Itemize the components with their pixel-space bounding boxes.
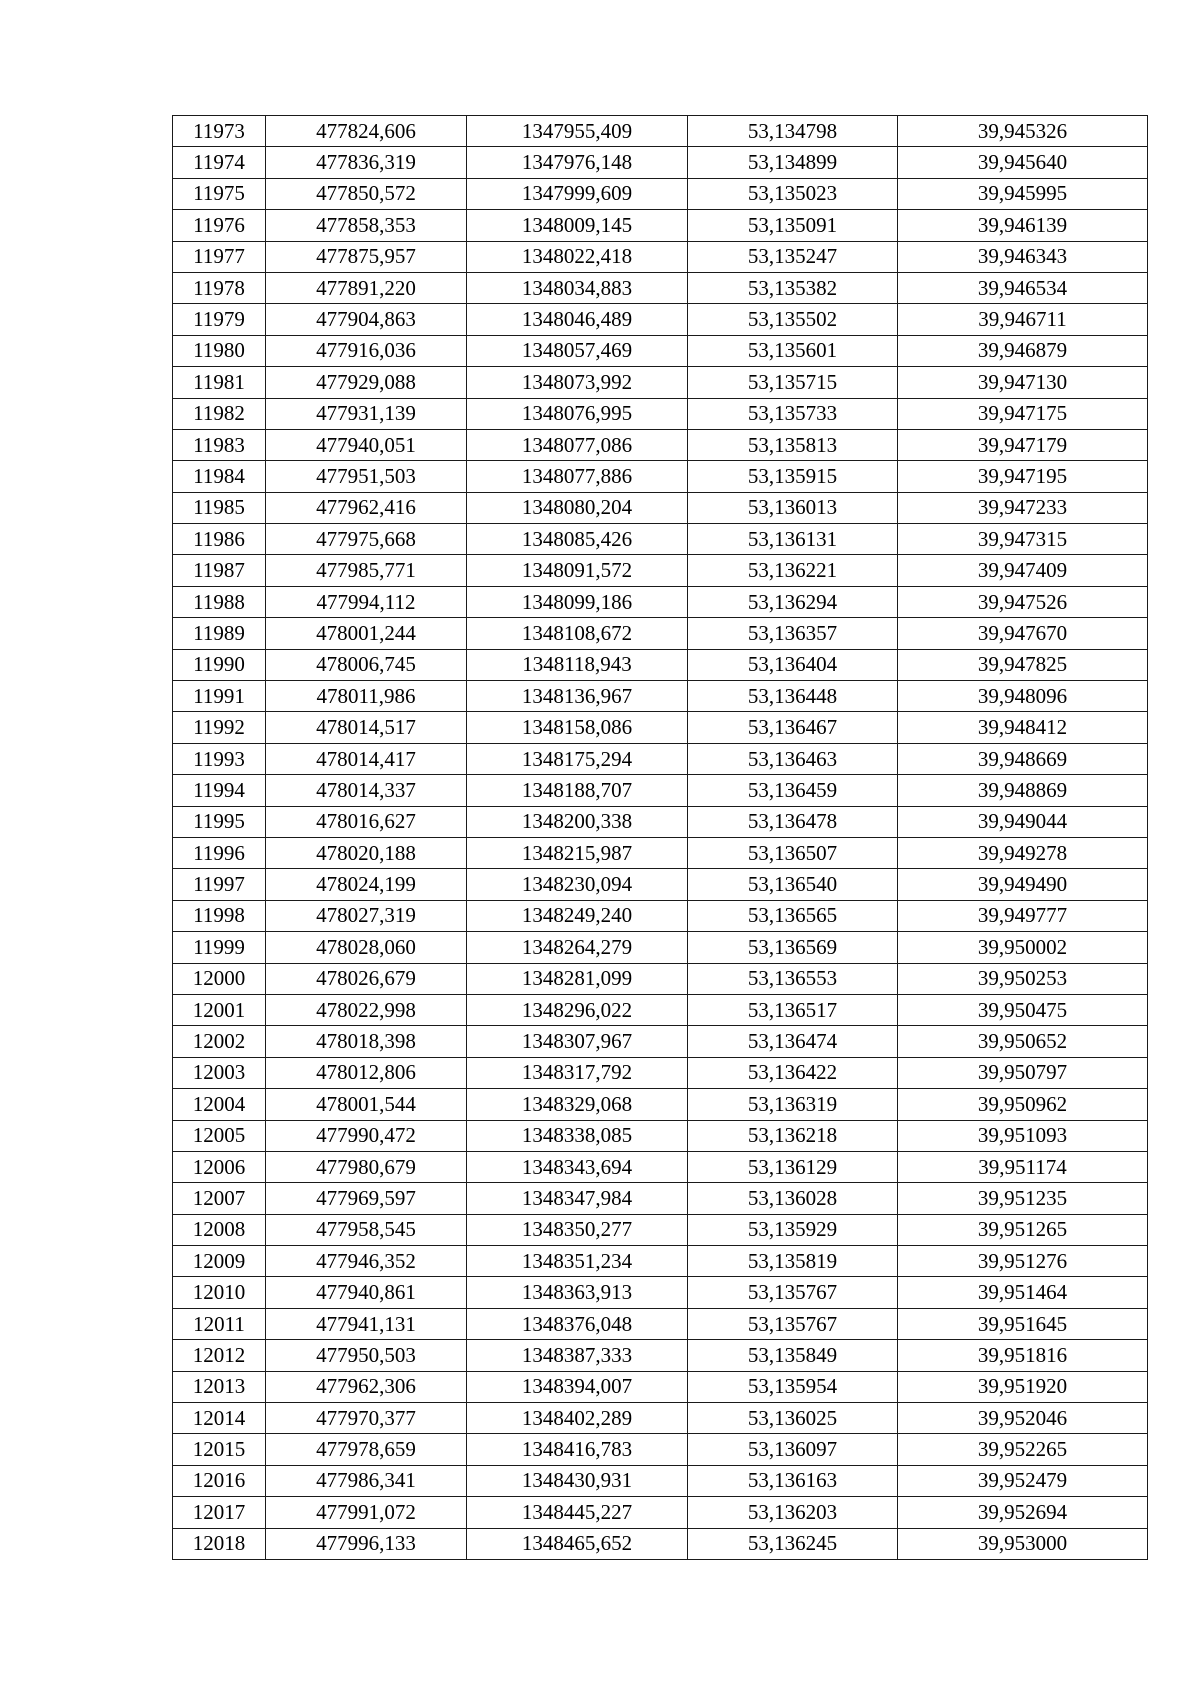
- point-number-cell: 11990: [173, 649, 266, 680]
- point-number-cell: 11973: [173, 116, 266, 147]
- latitude-cell: 53,136422: [688, 1057, 898, 1088]
- longitude-cell: 39,949490: [898, 869, 1148, 900]
- latitude-cell: 53,136540: [688, 869, 898, 900]
- y-coordinate-cell: 1348022,418: [467, 241, 688, 272]
- latitude-cell: 53,136569: [688, 932, 898, 963]
- latitude-cell: 53,135382: [688, 272, 898, 303]
- longitude-cell: 39,946711: [898, 304, 1148, 335]
- point-number-cell: 11989: [173, 618, 266, 649]
- table-row: [173, 1026, 1148, 1057]
- longitude-cell: 39,953000: [898, 1528, 1148, 1559]
- longitude-cell: 39,951235: [898, 1183, 1148, 1214]
- longitude-cell: 39,946534: [898, 272, 1148, 303]
- latitude-cell: 53,136474: [688, 1026, 898, 1057]
- x-coordinate-cell: 477858,353: [266, 210, 467, 241]
- x-coordinate-cell: 478012,806: [266, 1057, 467, 1088]
- latitude-cell: 53,134798: [688, 116, 898, 147]
- y-coordinate-cell: 1348118,943: [467, 649, 688, 680]
- y-coordinate-cell: 1348465,652: [467, 1528, 688, 1559]
- point-number-cell: 12001: [173, 994, 266, 1025]
- x-coordinate-cell: 477962,416: [266, 492, 467, 523]
- longitude-cell: 39,951276: [898, 1246, 1148, 1277]
- latitude-cell: 53,136221: [688, 555, 898, 586]
- longitude-cell: 39,946343: [898, 241, 1148, 272]
- x-coordinate-cell: 477891,220: [266, 272, 467, 303]
- longitude-cell: 39,952265: [898, 1434, 1148, 1465]
- x-coordinate-cell: 478027,319: [266, 900, 467, 931]
- longitude-cell: 39,950797: [898, 1057, 1148, 1088]
- x-coordinate-cell: 477986,341: [266, 1465, 467, 1496]
- point-number-cell: 12016: [173, 1465, 266, 1496]
- longitude-cell: 39,949044: [898, 806, 1148, 837]
- x-coordinate-cell: 477975,668: [266, 524, 467, 555]
- point-number-cell: 11987: [173, 555, 266, 586]
- table-row: [173, 1246, 1148, 1277]
- table-row: [173, 1089, 1148, 1120]
- table-row: [173, 618, 1148, 649]
- longitude-cell: 39,947233: [898, 492, 1148, 523]
- latitude-cell: 53,136245: [688, 1528, 898, 1559]
- point-number-cell: 11994: [173, 775, 266, 806]
- table-row: [173, 649, 1148, 680]
- y-coordinate-cell: 1348080,204: [467, 492, 688, 523]
- longitude-cell: 39,947409: [898, 555, 1148, 586]
- x-coordinate-cell: 477991,072: [266, 1497, 467, 1528]
- x-coordinate-cell: 478014,517: [266, 712, 467, 743]
- y-coordinate-cell: 1348387,333: [467, 1340, 688, 1371]
- longitude-cell: 39,950002: [898, 932, 1148, 963]
- y-coordinate-cell: 1347976,148: [467, 147, 688, 178]
- table-row: [173, 1183, 1148, 1214]
- x-coordinate-cell: 477824,606: [266, 116, 467, 147]
- table-row: [173, 1057, 1148, 1088]
- latitude-cell: 53,136467: [688, 712, 898, 743]
- x-coordinate-cell: 477946,352: [266, 1246, 467, 1277]
- x-coordinate-cell: 478016,627: [266, 806, 467, 837]
- x-coordinate-cell: 477929,088: [266, 367, 467, 398]
- y-coordinate-cell: 1347999,609: [467, 178, 688, 209]
- x-coordinate-cell: 477994,112: [266, 586, 467, 617]
- latitude-cell: 53,135767: [688, 1277, 898, 1308]
- point-number-cell: 12004: [173, 1089, 266, 1120]
- latitude-cell: 53,136025: [688, 1403, 898, 1434]
- x-coordinate-cell: 477978,659: [266, 1434, 467, 1465]
- table-row: [173, 1434, 1148, 1465]
- table-row: [173, 1214, 1148, 1245]
- x-coordinate-cell: 478022,998: [266, 994, 467, 1025]
- latitude-cell: 53,136404: [688, 649, 898, 680]
- point-number-cell: 11985: [173, 492, 266, 523]
- x-coordinate-cell: 478014,337: [266, 775, 467, 806]
- table-row: [173, 116, 1148, 147]
- y-coordinate-cell: 1348317,792: [467, 1057, 688, 1088]
- table-row: [173, 1497, 1148, 1528]
- longitude-cell: 39,948096: [898, 681, 1148, 712]
- x-coordinate-cell: 477985,771: [266, 555, 467, 586]
- y-coordinate-cell: 1348077,886: [467, 461, 688, 492]
- y-coordinate-cell: 1348077,086: [467, 429, 688, 460]
- x-coordinate-cell: 477941,131: [266, 1308, 467, 1339]
- table-row: [173, 429, 1148, 460]
- latitude-cell: 53,136565: [688, 900, 898, 931]
- latitude-cell: 53,136517: [688, 994, 898, 1025]
- y-coordinate-cell: 1348230,094: [467, 869, 688, 900]
- x-coordinate-cell: 478014,417: [266, 743, 467, 774]
- point-number-cell: 12013: [173, 1371, 266, 1402]
- point-number-cell: 11974: [173, 147, 266, 178]
- x-coordinate-cell: 477904,863: [266, 304, 467, 335]
- x-coordinate-cell: 477951,503: [266, 461, 467, 492]
- latitude-cell: 53,134899: [688, 147, 898, 178]
- x-coordinate-cell: 477916,036: [266, 335, 467, 366]
- coordinates-table: [172, 115, 1148, 1560]
- point-number-cell: 11975: [173, 178, 266, 209]
- x-coordinate-cell: 477850,572: [266, 178, 467, 209]
- longitude-cell: 39,951093: [898, 1120, 1148, 1151]
- longitude-cell: 39,947179: [898, 429, 1148, 460]
- y-coordinate-cell: 1348085,426: [467, 524, 688, 555]
- y-coordinate-cell: 1348329,068: [467, 1089, 688, 1120]
- latitude-cell: 53,136478: [688, 806, 898, 837]
- point-number-cell: 12014: [173, 1403, 266, 1434]
- y-coordinate-cell: 1348338,085: [467, 1120, 688, 1151]
- x-coordinate-cell: 477875,957: [266, 241, 467, 272]
- table-row: [173, 681, 1148, 712]
- point-number-cell: 12009: [173, 1246, 266, 1277]
- y-coordinate-cell: 1348073,992: [467, 367, 688, 398]
- point-number-cell: 11997: [173, 869, 266, 900]
- y-coordinate-cell: 1348108,672: [467, 618, 688, 649]
- coordinates-table-body: [173, 116, 1148, 1560]
- y-coordinate-cell: 1348343,694: [467, 1151, 688, 1182]
- longitude-cell: 39,951645: [898, 1308, 1148, 1339]
- longitude-cell: 39,945995: [898, 178, 1148, 209]
- longitude-cell: 39,948412: [898, 712, 1148, 743]
- latitude-cell: 53,135915: [688, 461, 898, 492]
- longitude-cell: 39,952046: [898, 1403, 1148, 1434]
- point-number-cell: 12015: [173, 1434, 266, 1465]
- longitude-cell: 39,948669: [898, 743, 1148, 774]
- latitude-cell: 53,136507: [688, 837, 898, 868]
- y-coordinate-cell: 1348099,186: [467, 586, 688, 617]
- point-number-cell: 12018: [173, 1528, 266, 1559]
- x-coordinate-cell: 478001,244: [266, 618, 467, 649]
- latitude-cell: 53,135502: [688, 304, 898, 335]
- latitude-cell: 53,136163: [688, 1465, 898, 1496]
- x-coordinate-cell: 478028,060: [266, 932, 467, 963]
- longitude-cell: 39,952479: [898, 1465, 1148, 1496]
- longitude-cell: 39,945326: [898, 116, 1148, 147]
- x-coordinate-cell: 478018,398: [266, 1026, 467, 1057]
- y-coordinate-cell: 1348394,007: [467, 1371, 688, 1402]
- point-number-cell: 11979: [173, 304, 266, 335]
- table-row: [173, 367, 1148, 398]
- table-row: [173, 461, 1148, 492]
- y-coordinate-cell: 1348188,707: [467, 775, 688, 806]
- y-coordinate-cell: 1348445,227: [467, 1497, 688, 1528]
- latitude-cell: 53,135819: [688, 1246, 898, 1277]
- y-coordinate-cell: 1348376,048: [467, 1308, 688, 1339]
- y-coordinate-cell: 1348136,967: [467, 681, 688, 712]
- table-row: [173, 304, 1148, 335]
- point-number-cell: 11992: [173, 712, 266, 743]
- x-coordinate-cell: 478011,986: [266, 681, 467, 712]
- y-coordinate-cell: 1348350,277: [467, 1214, 688, 1245]
- point-number-cell: 12000: [173, 963, 266, 994]
- x-coordinate-cell: 477962,306: [266, 1371, 467, 1402]
- longitude-cell: 39,947526: [898, 586, 1148, 617]
- longitude-cell: 39,947130: [898, 367, 1148, 398]
- latitude-cell: 53,136218: [688, 1120, 898, 1151]
- longitude-cell: 39,950962: [898, 1089, 1148, 1120]
- longitude-cell: 39,950475: [898, 994, 1148, 1025]
- x-coordinate-cell: 477931,139: [266, 398, 467, 429]
- point-number-cell: 11984: [173, 461, 266, 492]
- point-number-cell: 11991: [173, 681, 266, 712]
- latitude-cell: 53,135247: [688, 241, 898, 272]
- latitude-cell: 53,136013: [688, 492, 898, 523]
- latitude-cell: 53,136319: [688, 1089, 898, 1120]
- latitude-cell: 53,135929: [688, 1214, 898, 1245]
- point-number-cell: 12010: [173, 1277, 266, 1308]
- longitude-cell: 39,946879: [898, 335, 1148, 366]
- table-row: [173, 1151, 1148, 1182]
- latitude-cell: 53,135715: [688, 367, 898, 398]
- latitude-cell: 53,136131: [688, 524, 898, 555]
- table-row: [173, 743, 1148, 774]
- table-row: [173, 900, 1148, 931]
- y-coordinate-cell: 1348215,987: [467, 837, 688, 868]
- table-row: [173, 147, 1148, 178]
- table-row: [173, 837, 1148, 868]
- y-coordinate-cell: 1348249,240: [467, 900, 688, 931]
- table-row: [173, 1277, 1148, 1308]
- table-row: [173, 1528, 1148, 1559]
- point-number-cell: 11980: [173, 335, 266, 366]
- y-coordinate-cell: 1348009,145: [467, 210, 688, 241]
- table-row: [173, 586, 1148, 617]
- point-number-cell: 12007: [173, 1183, 266, 1214]
- point-number-cell: 12005: [173, 1120, 266, 1151]
- y-coordinate-cell: 1348296,022: [467, 994, 688, 1025]
- table-row: [173, 241, 1148, 272]
- x-coordinate-cell: 477990,472: [266, 1120, 467, 1151]
- x-coordinate-cell: 477940,051: [266, 429, 467, 460]
- point-number-cell: 11998: [173, 900, 266, 931]
- latitude-cell: 53,136357: [688, 618, 898, 649]
- table-row: [173, 492, 1148, 523]
- x-coordinate-cell: 478020,188: [266, 837, 467, 868]
- latitude-cell: 53,136028: [688, 1183, 898, 1214]
- latitude-cell: 53,135954: [688, 1371, 898, 1402]
- y-coordinate-cell: 1348430,931: [467, 1465, 688, 1496]
- point-number-cell: 11993: [173, 743, 266, 774]
- point-number-cell: 11978: [173, 272, 266, 303]
- y-coordinate-cell: 1348091,572: [467, 555, 688, 586]
- latitude-cell: 53,135733: [688, 398, 898, 429]
- y-coordinate-cell: 1348200,338: [467, 806, 688, 837]
- point-number-cell: 11999: [173, 932, 266, 963]
- table-row: [173, 272, 1148, 303]
- latitude-cell: 53,136129: [688, 1151, 898, 1182]
- table-row: [173, 1120, 1148, 1151]
- table-row: [173, 806, 1148, 837]
- y-coordinate-cell: 1348046,489: [467, 304, 688, 335]
- point-number-cell: 11986: [173, 524, 266, 555]
- longitude-cell: 39,947315: [898, 524, 1148, 555]
- table-row: [173, 335, 1148, 366]
- point-number-cell: 11976: [173, 210, 266, 241]
- longitude-cell: 39,949278: [898, 837, 1148, 868]
- table-row: [173, 1371, 1148, 1402]
- y-coordinate-cell: 1348057,469: [467, 335, 688, 366]
- table-row: [173, 1465, 1148, 1496]
- y-coordinate-cell: 1348363,913: [467, 1277, 688, 1308]
- y-coordinate-cell: 1348402,289: [467, 1403, 688, 1434]
- point-number-cell: 12002: [173, 1026, 266, 1057]
- table-row: [173, 994, 1148, 1025]
- table-row: [173, 712, 1148, 743]
- latitude-cell: 53,136203: [688, 1497, 898, 1528]
- table-row: [173, 775, 1148, 806]
- latitude-cell: 53,136294: [688, 586, 898, 617]
- point-number-cell: 11977: [173, 241, 266, 272]
- table-row: [173, 869, 1148, 900]
- point-number-cell: 12008: [173, 1214, 266, 1245]
- latitude-cell: 53,135767: [688, 1308, 898, 1339]
- x-coordinate-cell: 478026,679: [266, 963, 467, 994]
- table-row: [173, 1308, 1148, 1339]
- x-coordinate-cell: 477996,133: [266, 1528, 467, 1559]
- point-number-cell: 11983: [173, 429, 266, 460]
- longitude-cell: 39,947175: [898, 398, 1148, 429]
- table-row: [173, 1403, 1148, 1434]
- point-number-cell: 11988: [173, 586, 266, 617]
- y-coordinate-cell: 1348351,234: [467, 1246, 688, 1277]
- latitude-cell: 53,135849: [688, 1340, 898, 1371]
- x-coordinate-cell: 477940,861: [266, 1277, 467, 1308]
- longitude-cell: 39,950652: [898, 1026, 1148, 1057]
- latitude-cell: 53,135091: [688, 210, 898, 241]
- longitude-cell: 39,950253: [898, 963, 1148, 994]
- x-coordinate-cell: 477836,319: [266, 147, 467, 178]
- point-number-cell: 12011: [173, 1308, 266, 1339]
- y-coordinate-cell: 1348307,967: [467, 1026, 688, 1057]
- x-coordinate-cell: 478001,544: [266, 1089, 467, 1120]
- latitude-cell: 53,136553: [688, 963, 898, 994]
- point-number-cell: 12017: [173, 1497, 266, 1528]
- y-coordinate-cell: 1348076,995: [467, 398, 688, 429]
- latitude-cell: 53,135023: [688, 178, 898, 209]
- longitude-cell: 39,951816: [898, 1340, 1148, 1371]
- longitude-cell: 39,952694: [898, 1497, 1148, 1528]
- latitude-cell: 53,136097: [688, 1434, 898, 1465]
- longitude-cell: 39,951265: [898, 1214, 1148, 1245]
- longitude-cell: 39,946139: [898, 210, 1148, 241]
- x-coordinate-cell: 477980,679: [266, 1151, 467, 1182]
- latitude-cell: 53,135601: [688, 335, 898, 366]
- longitude-cell: 39,951920: [898, 1371, 1148, 1402]
- y-coordinate-cell: 1348264,279: [467, 932, 688, 963]
- longitude-cell: 39,951464: [898, 1277, 1148, 1308]
- x-coordinate-cell: 478006,745: [266, 649, 467, 680]
- latitude-cell: 53,136463: [688, 743, 898, 774]
- longitude-cell: 39,945640: [898, 147, 1148, 178]
- table-row: [173, 524, 1148, 555]
- table-row: [173, 555, 1148, 586]
- longitude-cell: 39,949777: [898, 900, 1148, 931]
- table-row: [173, 1340, 1148, 1371]
- latitude-cell: 53,136459: [688, 775, 898, 806]
- longitude-cell: 39,948869: [898, 775, 1148, 806]
- longitude-cell: 39,947195: [898, 461, 1148, 492]
- point-number-cell: 11981: [173, 367, 266, 398]
- point-number-cell: 11982: [173, 398, 266, 429]
- longitude-cell: 39,951174: [898, 1151, 1148, 1182]
- y-coordinate-cell: 1348347,984: [467, 1183, 688, 1214]
- latitude-cell: 53,135813: [688, 429, 898, 460]
- table-row: [173, 963, 1148, 994]
- point-number-cell: 12012: [173, 1340, 266, 1371]
- longitude-cell: 39,947825: [898, 649, 1148, 680]
- y-coordinate-cell: 1347955,409: [467, 116, 688, 147]
- y-coordinate-cell: 1348158,086: [467, 712, 688, 743]
- point-number-cell: 12006: [173, 1151, 266, 1182]
- y-coordinate-cell: 1348034,883: [467, 272, 688, 303]
- table-row: [173, 210, 1148, 241]
- x-coordinate-cell: 477969,597: [266, 1183, 467, 1214]
- table-row: [173, 178, 1148, 209]
- point-number-cell: 11995: [173, 806, 266, 837]
- table-row: [173, 932, 1148, 963]
- longitude-cell: 39,947670: [898, 618, 1148, 649]
- table-row: [173, 398, 1148, 429]
- x-coordinate-cell: 478024,199: [266, 869, 467, 900]
- x-coordinate-cell: 477950,503: [266, 1340, 467, 1371]
- point-number-cell: 12003: [173, 1057, 266, 1088]
- point-number-cell: 11996: [173, 837, 266, 868]
- x-coordinate-cell: 477958,545: [266, 1214, 467, 1245]
- x-coordinate-cell: 477970,377: [266, 1403, 467, 1434]
- y-coordinate-cell: 1348175,294: [467, 743, 688, 774]
- latitude-cell: 53,136448: [688, 681, 898, 712]
- y-coordinate-cell: 1348416,783: [467, 1434, 688, 1465]
- y-coordinate-cell: 1348281,099: [467, 963, 688, 994]
